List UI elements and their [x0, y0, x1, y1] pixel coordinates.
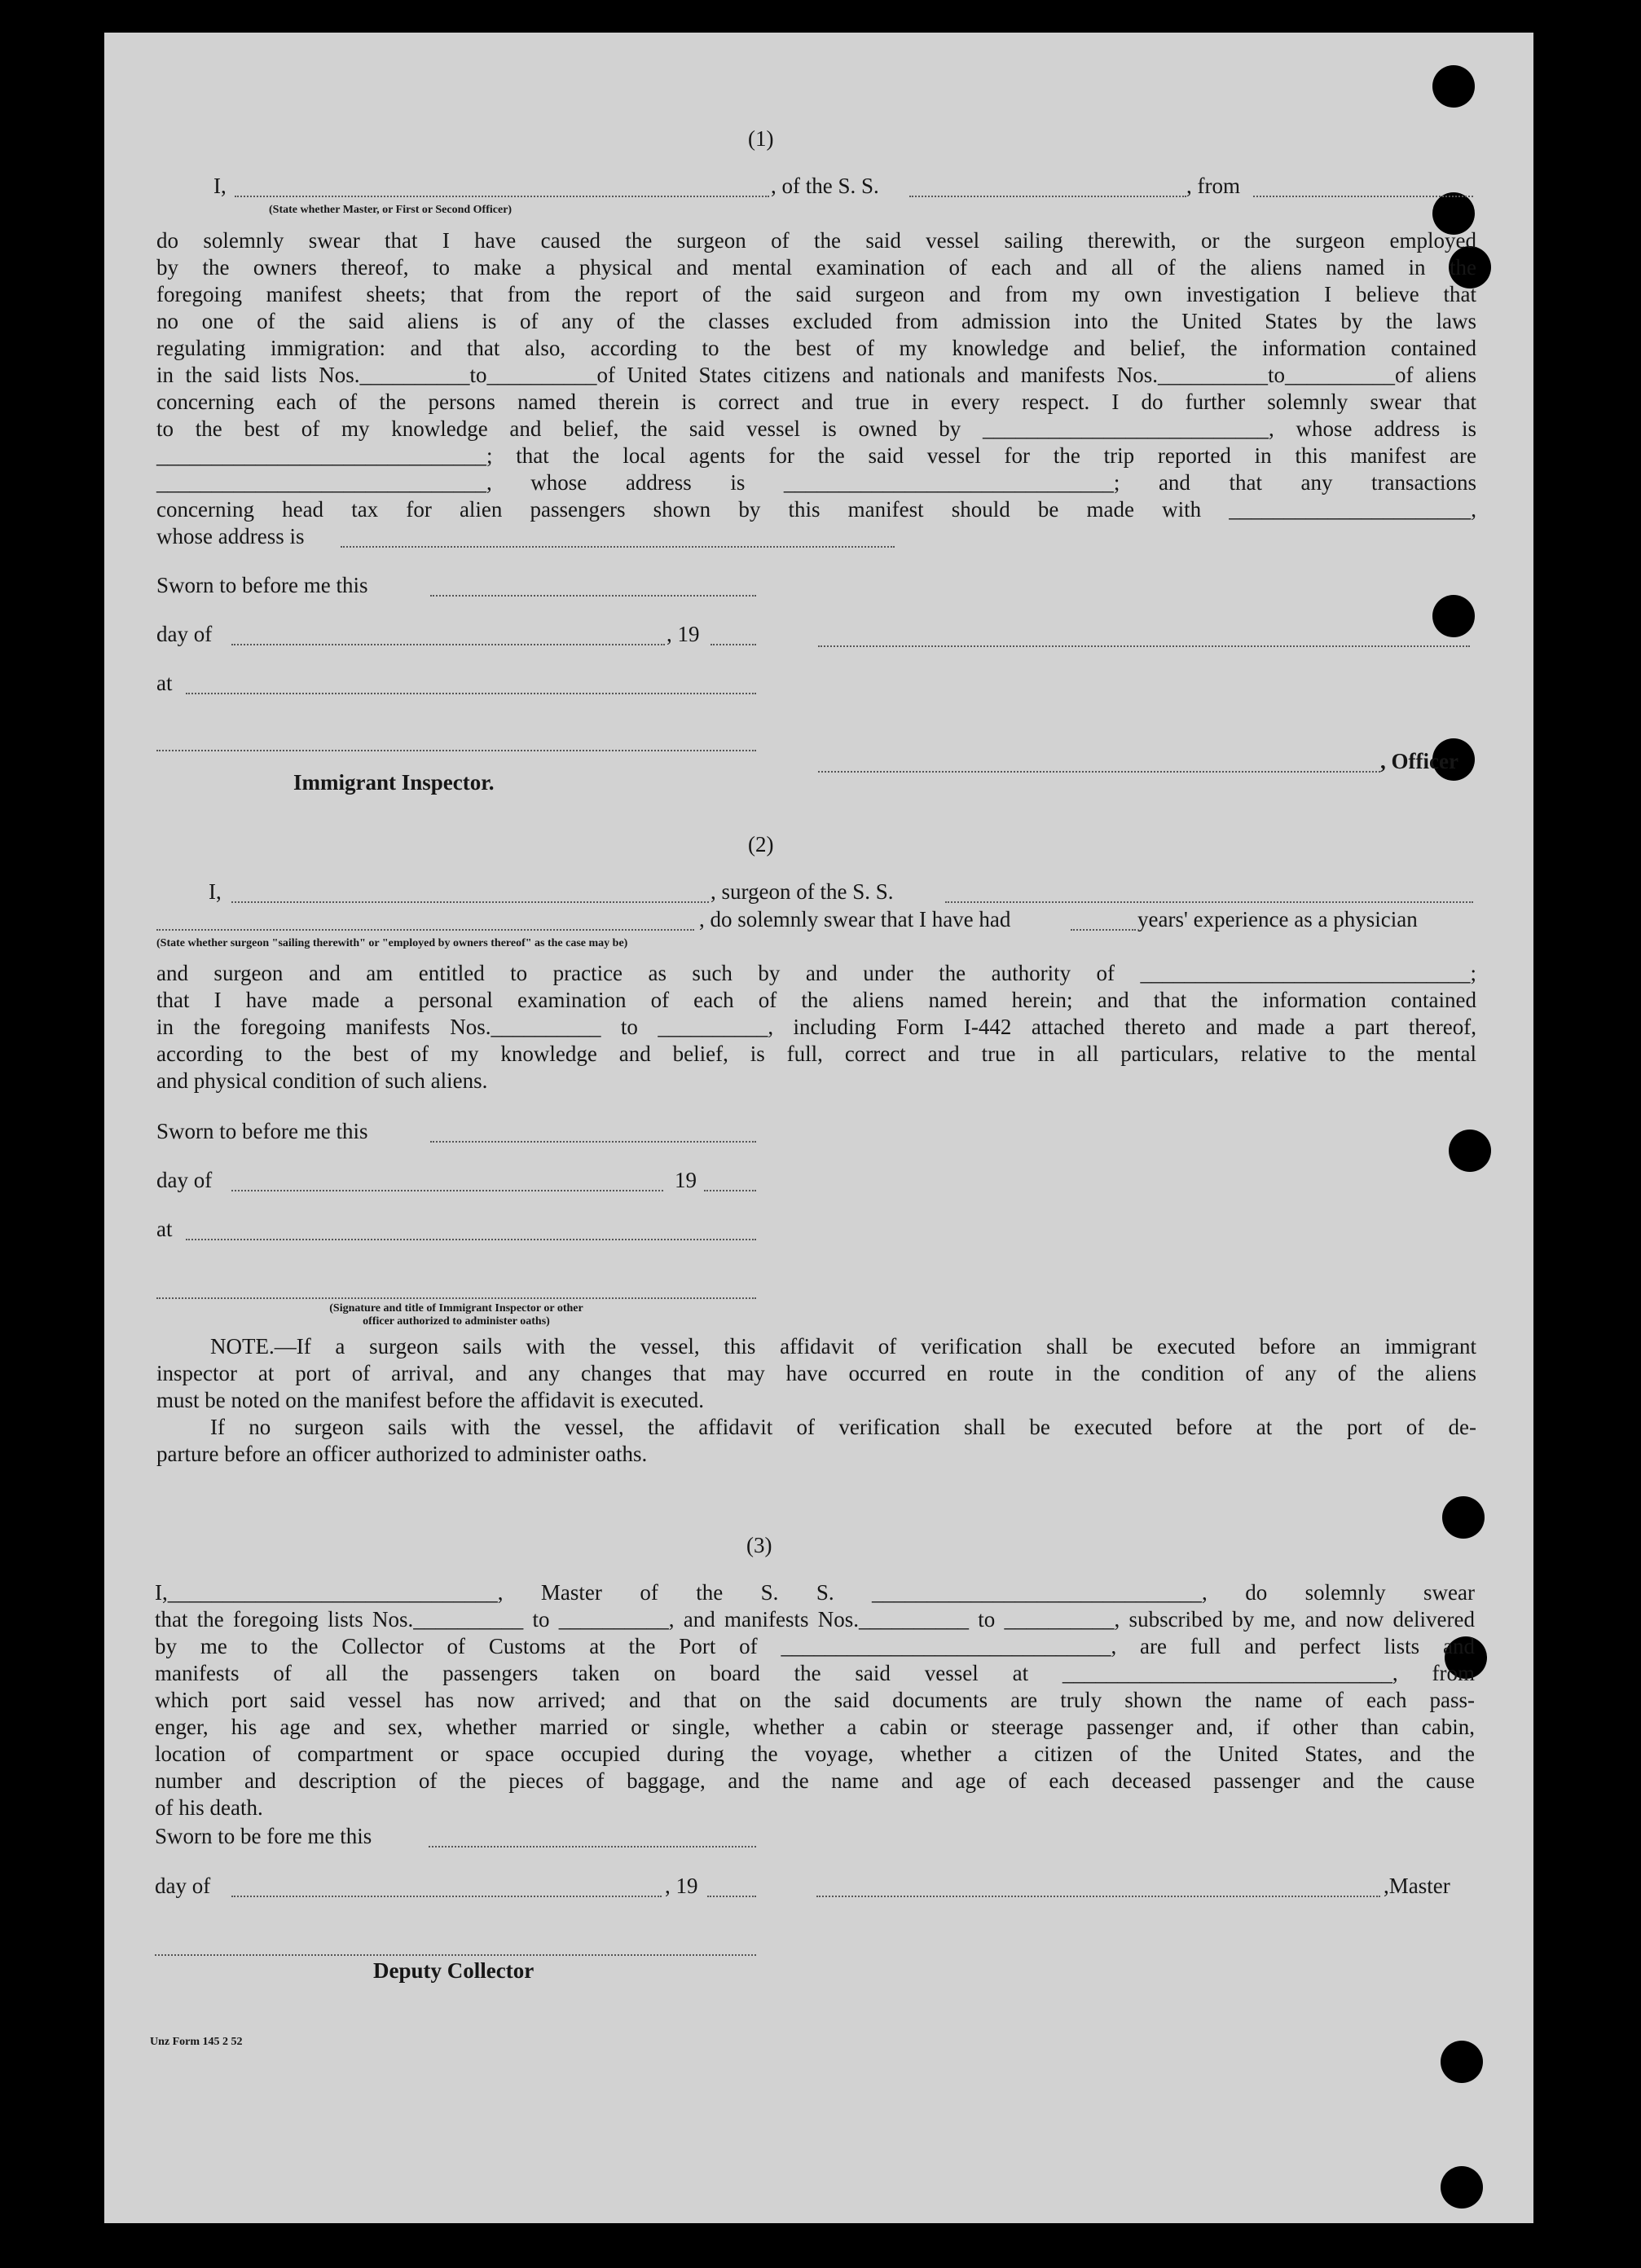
sec1-month-field[interactable] [231, 644, 665, 645]
sec3-deputy-signature-field[interactable] [155, 1954, 756, 1956]
sec1-oath-paragraph: do solemnly swear that I have caused the surgeon of the said vessel sailing therewith, or the surgeon employed by the owners thereof, to make a physical and mental examination of each and all of the aliens named in the foregoing manifest sheets; that from the report of the said surgeon and from my own investigation I believe that no one of the said aliens is of any of the classes excluded from admission into the United States by the laws regulating immigration: and that also, according to the best of my knowledge and belief, the information contained in the said lists Nos.__________to__________of United States citizens and nationals and manifests Nos.__________to__________of aliens concerning each of the persons named therein is correct and true in every respect. I do further solemnly swear that to the best of my knowledge and belief, the said vessel is owned by __________________________, whose address is ______________________________; that the local agents for the said vessel for the trip reported in this manifest are ______________________________, whose address is ______________________________; and that any transactions concerning head tax for alien passengers shown by this manifest should be made with ______________________, whose address is [156, 228, 1476, 548]
sec1-i-label: I, [213, 174, 227, 198]
sec3-year-label: , 19 [665, 1874, 698, 1898]
sec1-from-port-field[interactable] [1253, 196, 1473, 197]
sec1-inspector-label: Immigrant Inspector. [293, 770, 495, 795]
sec2-signature-field[interactable] [156, 1297, 756, 1299]
sec2-caption-surgeon: (State whether surgeon "sailing therewith" or "employed by owners thereof" as the case may be) [156, 937, 628, 949]
sec2-ship-name-field[interactable] [945, 901, 1473, 903]
sec2-surgeon-name-field[interactable] [231, 901, 709, 903]
sec2-year-label: 19 [675, 1168, 697, 1192]
sec2-years-label: years' experience as a physician [1137, 907, 1418, 931]
sec1-sworn-label: Sworn to before me this [156, 573, 368, 597]
sec2-caption-signature: (Signature and title of Immigrant Inspector or other officer authorized to administer oaths) [329, 1302, 583, 1328]
sec2-sworn-date-field[interactable] [430, 1141, 756, 1143]
sec3-year-field[interactable] [707, 1896, 756, 1897]
sec1-officer-signature-field[interactable] [818, 771, 1380, 773]
sec3-sworn-date-field[interactable] [429, 1846, 756, 1847]
sec3-deputy-label: Deputy Collector [373, 1958, 535, 1983]
sec1-at-place-field[interactable] [186, 693, 756, 694]
sec3-oath-paragraph: I,______________________________, Master of the S. S. ______________________________, do solemnly swear that the foregoing lists Nos.__________ to __________, and manifests Nos.__________ to __________, subscribed by me, and now delivered by me to the Collector of Customs at the Port of ______________________________, are full and perfect lists and manifests of all the passengers taken on board the said vessel at ______________________________, from which port said vessel has now arrived; and that on the said documents are truly shown the name of each pass- enger, his age and sex, whether married or single, whether a cabin or steerage passenger and, if other than cabin, location of compartment or space occupied during the voyage, whether a citizen of the United States, and the number and description of the pieces of baggage, and the name and age of each deceased passenger and the cause of his death. [155, 1580, 1475, 1820]
sec3-sworn-label: Sworn to be fore me this [155, 1824, 372, 1848]
punch-hole [1432, 595, 1475, 637]
form-number: Unz Form 145 2 52 [150, 2036, 243, 2048]
sec1-day-of-label: day of [156, 622, 213, 646]
sec1-sworn-date-field[interactable] [430, 595, 756, 597]
sec1-ship-name-field[interactable] [909, 196, 1186, 197]
sec1-inspector-signature-field[interactable] [156, 750, 756, 751]
sec1-officer-label: , Officer [1380, 749, 1458, 773]
sec1-officer-title-field[interactable] [235, 196, 769, 197]
sec2-i-label: I, [209, 879, 222, 904]
sec2-month-field[interactable] [231, 1190, 663, 1191]
sec2-at-place-field[interactable] [186, 1239, 756, 1240]
sec2-note-paragraph: NOTE.—If a surgeon sails with the vessel, this affidavit of verification shall be executed before an immigrant inspector at port of arrival, and any changes that may have occurred en route in the condition of any of the aliens must be noted on the manifest before the affidavit is executed. [156, 1334, 1476, 1412]
sec2-swear-label: , do solemnly swear that I have had [699, 907, 1011, 931]
sec2-years-field[interactable] [1071, 929, 1136, 931]
sec2-oath-paragraph: and surgeon and am entitled to practice as such by and under the authority of ______________________________; that I have made a personal examination of each of the aliens named herein; and that the information contained in the foregoing manifests Nos.__________ to __________, including Form I-442 attached thereto and made a part thereof, according to the best of my knowledge and belief, is full, correct and true in all particulars, relative to the mental and physical condition of such aliens. [156, 961, 1476, 1093]
punch-hole [1442, 1496, 1485, 1539]
sec1-year-label: , 19 [667, 622, 700, 646]
section-1-heading: (1) [748, 126, 774, 151]
sec1-year-field[interactable] [711, 644, 756, 645]
section-3-heading: (3) [746, 1533, 772, 1557]
manifest-form-page [104, 33, 1533, 2223]
sec2-at-label: at [156, 1217, 173, 1241]
sec3-master-label: ,Master [1384, 1874, 1450, 1898]
punch-hole [1432, 65, 1475, 108]
sec1-signature-field[interactable] [818, 645, 1470, 647]
sec2-surgeon-type-field[interactable] [156, 929, 694, 931]
sec3-month-field[interactable] [231, 1896, 662, 1897]
punch-hole [1449, 1130, 1491, 1172]
sec3-master-signature-field[interactable] [816, 1896, 1380, 1897]
section-2-heading: (2) [748, 832, 774, 857]
punch-hole [1441, 2166, 1483, 2209]
sec3-day-of-label: day of [155, 1874, 211, 1898]
sec1-agent-address-field[interactable] [341, 546, 895, 548]
sec1-of-ss-label: , of the S. S. [771, 174, 879, 198]
sec1-caption-master: (State whether Master, or First or Second Officer) [269, 204, 513, 216]
sec2-day-of-label: day of [156, 1168, 213, 1192]
sec2-year-field[interactable] [704, 1190, 756, 1191]
punch-hole [1441, 2041, 1483, 2083]
sec2-note-paragraph-2: If no surgeon sails with the vessel, the affidavit of verification shall be executed before at the port of de- parture before an officer authorized to administer oaths. [156, 1415, 1476, 1466]
sec2-surgeon-of-label: , surgeon of the S. S. [711, 879, 894, 904]
sec2-sworn-label: Sworn to before me this [156, 1119, 368, 1143]
sec1-from-label: , from [1186, 174, 1240, 198]
sec1-at-label: at [156, 671, 173, 695]
